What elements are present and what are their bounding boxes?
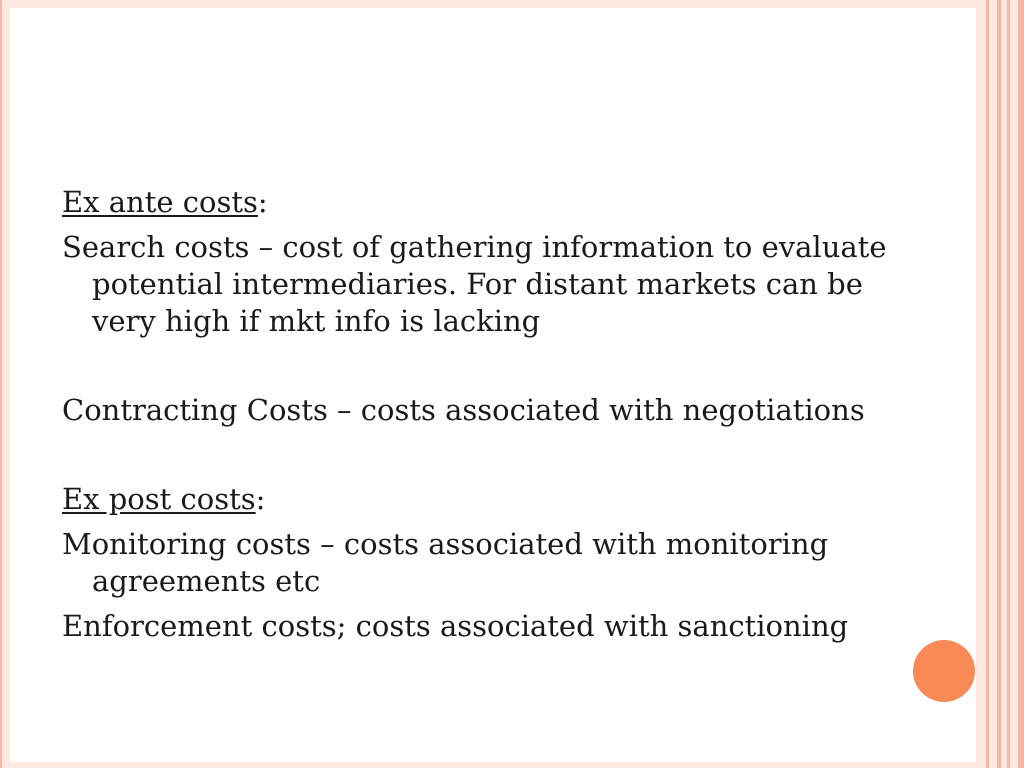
ex-post-heading-text: Ex post costs bbox=[62, 482, 256, 516]
ex-ante-heading-text: Ex ante costs bbox=[62, 185, 258, 219]
slide-frame-right bbox=[976, 0, 1024, 768]
slide-frame-bottom bbox=[0, 762, 1024, 768]
ex-post-heading-colon: : bbox=[255, 482, 266, 516]
slide-frame-left bbox=[0, 0, 10, 768]
search-costs-paragraph: Search costs – cost of gathering information to evaluate potential intermediaries. For distant markets can be very high if mkt info is lacking bbox=[62, 230, 887, 338]
ex-ante-heading bbox=[62, 184, 922, 221]
monitoring-costs-paragraph: Monitoring costs – costs associated with monitoring agreements etc bbox=[62, 527, 829, 598]
contracting-costs-paragraph: Contracting Costs – costs associated with negotiations bbox=[62, 393, 865, 427]
ex-ante-heading-colon: : bbox=[257, 185, 268, 219]
accent-circle bbox=[913, 640, 975, 702]
ex-post-heading bbox=[62, 481, 922, 518]
enforcement-costs-paragraph: Enforcement costs; costs associated with sanctioning bbox=[62, 609, 849, 643]
slide-frame-top bbox=[0, 0, 1024, 8]
slide-body bbox=[62, 184, 922, 645]
